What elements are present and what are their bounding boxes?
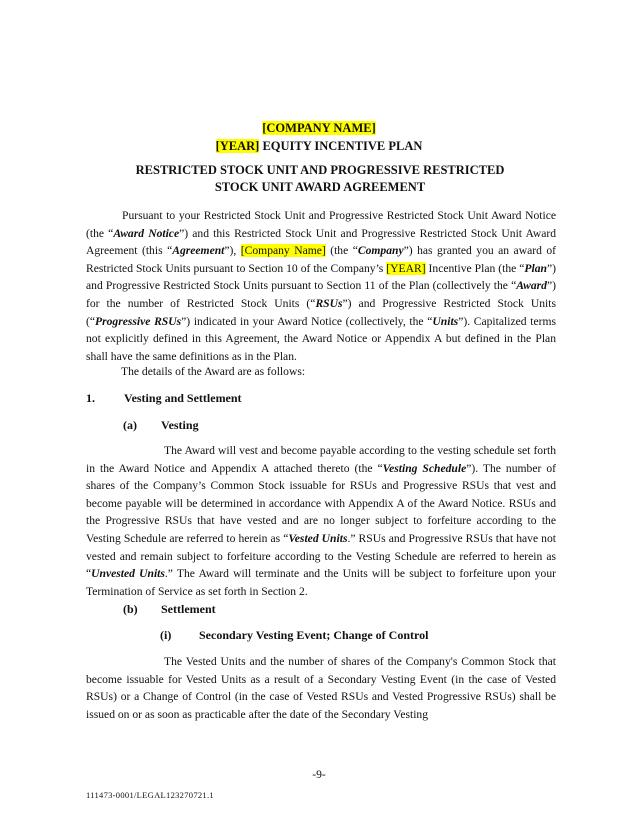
section-number: 1. [86,391,95,405]
intro-text: Incentive Plan (the “ [425,261,525,275]
section-number: (a) [123,418,137,432]
intro-text: ”) and Progressive Restricted Stock Units (“ [86,296,556,328]
plan-title-heading [0,139,638,154]
vesting-text: The Award will vest and become payable according to the vesting schedule set forth in the Award Notice and Appendix A attached thereto (the “ [86,444,556,475]
company-name-placeholder: [COMPANY NAME] [262,121,376,135]
intro-text: (the “ [325,244,358,258]
document-id: 111473-0001/LEGAL123270721.1 [86,790,214,800]
agreement-title [80,162,560,196]
defined-term: Award Notice [113,226,180,240]
defined-term: Company [357,244,404,258]
section-title: Secondary Vesting Event; Change of Control [199,628,429,642]
intro-text: ”) has granted you an award of Restricted Stock Units pursuant to Section 10 of the Company’s [86,244,557,275]
defined-term: Units [432,314,459,328]
defined-term: RSUs [315,296,343,310]
plan-title-text: EQUITY INCENTIVE PLAN [259,139,423,153]
company-name-heading [0,121,638,136]
section-title: Vesting [161,418,199,432]
intro-text: Pursuant to your Restricted Stock Unit and Progressive Restricted Stock Unit Award Notice (the “ [86,209,556,240]
intro-text: ”). Capitalized terms not explicitly defined in this Agreement, the Award Notice or Appendix A but defined in the Plan shall have the same definitions as in the Plan. [86,314,556,363]
vesting-text: ”). The number of shares of the Company’s Common Stock issuable for RSUs and Progressive RSUs that vest and become payable will be determined in accordance with Appendix A of the Award Notice. RSUs and the Progressive RSUs that have vested and are no longer subject to forfeiture according to the Vesting Schedule are referred to herein as “ [86,461,556,545]
section-title: Vesting and Settlement [124,391,242,405]
intro-text: ”) for the number of Restricted Stock Units (“ [86,279,556,310]
agreement-title-line1: RESTRICTED STOCK UNIT AND PROGRESSIVE RESTRICTED [135,163,505,177]
year-field: [YEAR] [386,261,426,275]
intro-paragraph [86,207,556,365]
defined-term: Vested Units [288,531,348,545]
details-line: The details of the Award are as follows: [121,365,306,378]
vesting-paragraph [86,442,556,600]
page-number: -9- [312,768,326,781]
intro-text: ”), [224,244,241,258]
defined-term: Unvested Units [91,567,165,581]
section-title: Settlement [161,602,216,616]
settlement-paragraph: The Vested Units and the number of shares of the Company's Common Stock that become issuable for Vested Units as a result of a Secondary Vesting Event (in the case of Vested RSUs) or a Change of Control (in the case of Vested RSUs and Vested Progressive RSUs) shall be issued on or as soon as practicable after the date of the Secondary Vesting [86,655,556,721]
agreement-title-line2: STOCK UNIT AWARD AGREEMENT [214,180,426,194]
intro-text: ”) and Progressive Restricted Stock Units pursuant to Section 11 of the Plan (collectively the “ [86,261,556,293]
section-number: (i) [160,628,172,642]
vesting-text: .” The Award will terminate and the Units will be subject to forfeiture upon your Termination of Service as set forth in Section 2. [86,567,556,598]
intro-text: ”) indicated in your Award Notice (collectively, the “ [181,314,433,328]
defined-term: Progressive RSUs [95,314,182,328]
defined-term: Plan [524,261,547,275]
defined-term: Vesting Schedule [382,461,467,475]
company-name-field: [Company Name] [240,244,326,258]
section-number: (b) [123,602,138,616]
defined-term: Agreement [172,244,225,258]
vesting-text: .” RSUs and Progressive RSUs that have not vested and remain subject to forfeiture according to the Vesting Schedule are referred to herein as “ [86,531,556,581]
defined-term: Award [516,279,547,293]
intro-text: ”) and this Restricted Stock Unit and Progressive Restricted Stock Unit Award Agreement (this “ [86,226,557,258]
year-placeholder: [YEAR] [215,139,260,153]
